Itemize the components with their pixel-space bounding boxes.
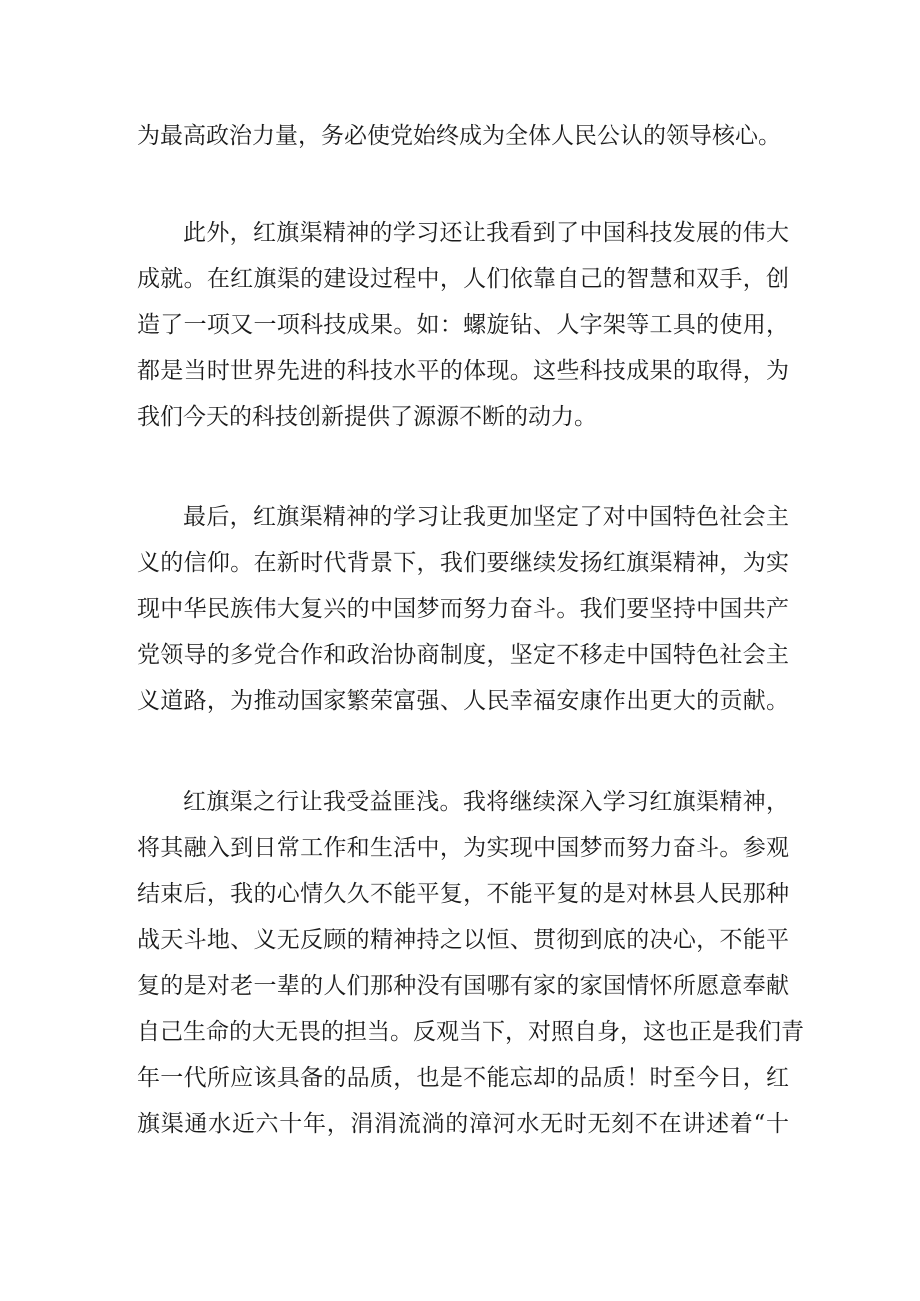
- text-line: 年一代所应该具备的品质，也是不能忘却的品质！时至今日，红: [137, 1065, 789, 1091]
- text-line: 自己生命的大无畏的担当。反观当下，对照自身，这也正是我们青: [137, 1019, 804, 1045]
- text-line: 红旗渠之行让我受益匪浅。我将继续深入学习红旗渠精神，: [183, 789, 789, 815]
- text-line: 义道路，为推动国家繁荣富强、人民幸福安康作出更大的贡献。: [137, 688, 789, 714]
- text-line: 此外，红旗渠精神的学习还让我看到了中国科技发展的伟大: [183, 220, 789, 246]
- text-line: 造了一项又一项科技成果。如：螺旋钻、人字架等工具的使用，: [137, 312, 789, 338]
- text-line: 复的是对老一辈的人们那种没有国哪有家的家国情怀所愿意奉献: [137, 973, 789, 999]
- text-line: 义的信仰。在新时代背景下，我们要继续发扬红旗渠精神，为实: [137, 550, 789, 576]
- text-line: 我们今天的科技创新提供了源源不断的动力。: [137, 404, 597, 430]
- text-line: 旗渠通水近六十年，涓涓流淌的漳河水无时无刻不在讲述着“十: [137, 1111, 789, 1137]
- text-line: 战天斗地、义无反顾的精神持之以恒、贯彻到底的决心，不能平: [137, 927, 789, 953]
- text-line: 都是当时世界先进的科技水平的体现。这些科技成果的取得，为: [137, 358, 789, 384]
- text-line: 结束后，我的心情久久不能平复，不能平复的是对林县人民那种: [137, 881, 789, 907]
- text-line: 成就。在红旗渠的建设过程中，人们依靠自己的智慧和双手，创: [137, 266, 789, 292]
- text-line: 党领导的多党合作和政治协商制度，坚定不移走中国特色社会主: [137, 642, 789, 668]
- text-line: 最后，红旗渠精神的学习让我更加坚定了对中国特色社会主: [183, 504, 789, 530]
- text-line: 现中华民族伟大复兴的中国梦而努力奋斗。我们要坚持中国共产: [137, 596, 789, 622]
- text-line: 将其融入到日常工作和生活中，为实现中国梦而努力奋斗。参观: [137, 835, 789, 861]
- text-line: 为最高政治力量，务必使党始终成为全体人民公认的领导核心。: [137, 123, 781, 149]
